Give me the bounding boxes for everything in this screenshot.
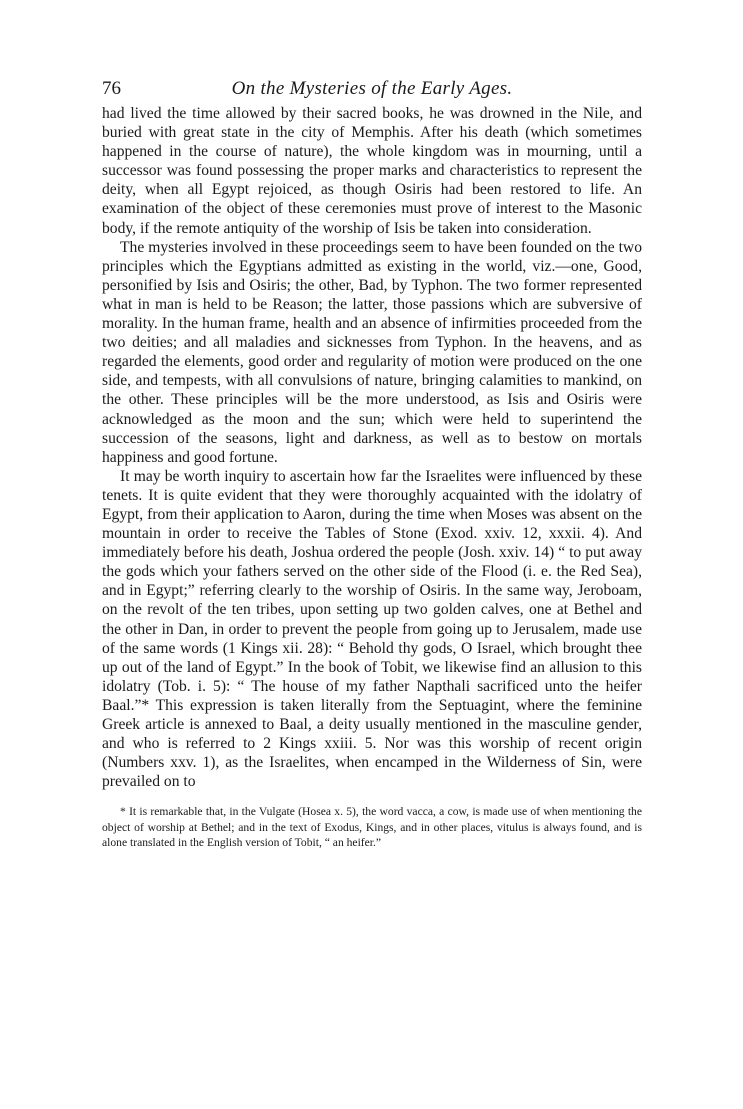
- page: [102, 74, 642, 851]
- paragraph-osiris-death: had lived the time allowed by their sacred books, he was drowned in the Nile, and buried with great state in the city of Memphis. After his death (which sometimes happened in the course of nature), the whole kingdom was in mourning, until a successor was found possessing the proper marks and characteristics to represent the deity, when all Egypt rejoiced, as though Osiris had been restored to life. An examination of the object of these ceremonies must prove of interest to the Masonic body, if the remote antiquity of the worship of Isis be taken into consideration.: [102, 105, 642, 237]
- body-text: [102, 104, 642, 791]
- footnote-text: * It is remarkable that, in the Vulgate (Hosea x. 5), the word vacca, a cow, is made use of when mentioning the object of worship at Bethel; and in the text of Exodus, Kings, and in other places, vitulus is always found, and is alone translated in the English version of Tobit, “ an heifer.”: [102, 805, 642, 850]
- paragraph-two-principles: The mysteries involved in these proceedings seem to have been founded on the two principles which the Egyptians admitted as existing in the world, viz.—one, Good, personified by Isis and Osiris; the other, Bad, by Typhon. The two former represented what in man is held to be Reason; the latter, those passions which are subversive of morality. In the human frame, health and an absence of infirmities proceeded from the two deities; and all maladies and sicknesses from Typhon. In the heavens, and as regarded the elements, good order and regularity of motion were produced on the one side, and tempests, with all convulsions of nature, bringing calamities to mankind, on the other. These principles will be the more understood, as Isis and Osiris were acknowledged as the moon and the sun; which were held to superintend the succession of the seasons, light and darkness, as well as to bestow on mortals happiness and good fortune.: [102, 238, 642, 466]
- running-title: On the Mysteries of the Early Ages.: [231, 78, 513, 99]
- footnote: [102, 804, 642, 850]
- running-head: [102, 74, 642, 104]
- paragraph-israelites: It may be worth inquiry to ascertain how far the Israelites were influenced by these tenets. It is quite evident that they were thoroughly acquainted with the idolatry of Egypt, from their application to Aaron, during the time when Moses was absent on the mountain in order to receive the Tables of Stone (Exod. xxiv. 12, xxxii. 4). And immediately before his death, Joshua ordered the people (Josh. xxiv. 14) “ to put away the gods which your fathers served on the other side of the Flood (i. e. the Red Sea), and in Egypt;” referring clearly to the worship of Osiris. In the same way, Jeroboam, on the revolt of the ten tribes, upon setting up two golden calves, one at Bethel and the other in Dan, in order to prevent the people from going up to Jerusalem, made use of the same words (1 Kings xii. 28): “ Behold thy gods, O Israel, which brought thee up out of the land of Egypt.” In the book of Tobit, we likewise find an allusion to this idolatry (Tob. i. 5): “ The house of my father Napthali sacrificed unto the heifer Baal.”* This expression is taken literally from the Septuagint, where the feminine Greek article is annexed to Baal, a deity usually mentioned in the masculine gender, and who is referred to 2 Kings xxiii. 5. Nor was this worship of recent origin (Numbers xxv. 1), as the Israelites, when encamped in the Wilderness of Sin, were prevailed on to: [102, 467, 642, 791]
- page-number: 76: [102, 78, 121, 99]
